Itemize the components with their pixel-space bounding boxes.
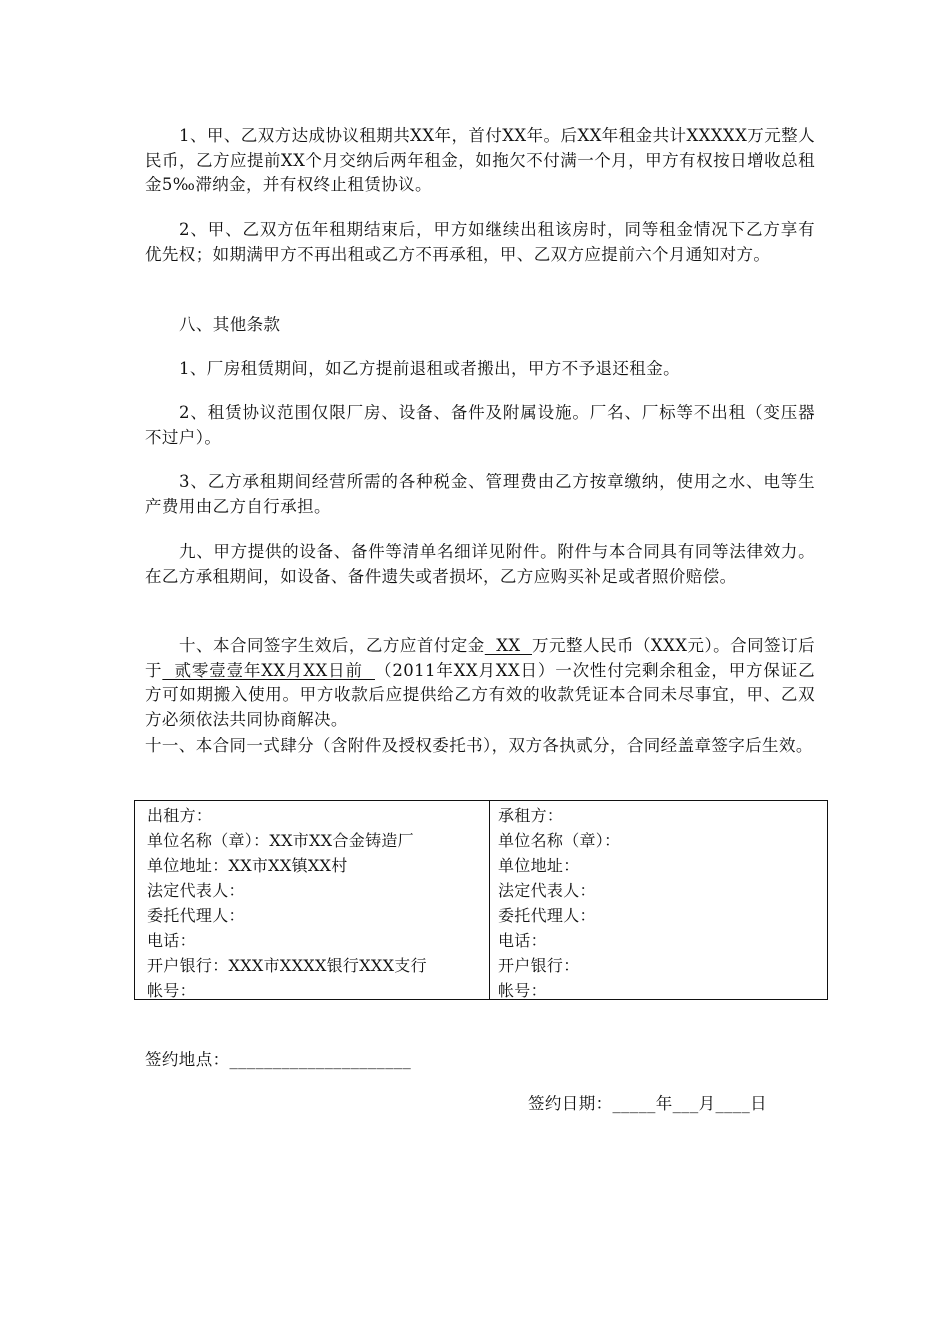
clause-8-3: 3、乙方承租期间经营所需的各种税金、管理费由乙方按章缴纳，使用之水、电等生产费用由乙方自行承担。 <box>145 472 815 516</box>
deposit-amount: XX <box>484 636 533 655</box>
lessee-bank: 开户银行： <box>498 956 580 975</box>
clause-10-text-a: 十、本合同签字生效后，乙方应首付定金 <box>179 636 485 655</box>
clause-8-1: 1、厂房租赁期间，如乙方提前退租或者搬出，甲方不予退还租金。 <box>179 359 680 378</box>
lessee-title: 承租方： <box>498 806 564 825</box>
lessor-address: 单位地址：XX市XX镇XX村 <box>147 856 348 875</box>
lessor-column <box>147 803 482 1003</box>
lessee-agent: 委托代理人： <box>498 906 596 925</box>
lessor-phone: 电话： <box>147 931 196 950</box>
signing-date: 签约日期：_____年___月____日 <box>528 1094 767 1113</box>
lessee-column <box>498 803 818 1003</box>
clause-10 <box>145 634 815 732</box>
clause-7-2: 2、甲、乙双方伍年租期结束后，甲方如继续出租该房时，同等租金情况下乙方享有优先权；如期满甲方不再出租或乙方不再承租，甲、乙双方应提前六个月通知对方。 <box>145 220 815 264</box>
clause-10-text-c: （2011年XX月XX日）一次性付完剩余租金，甲方保证乙方可如期搬入使用。甲方收款后应提供给乙方有效的收款凭证本合同未尽事宜，甲、乙双方必须依法共同协商解决。 <box>145 660 815 729</box>
lessor-title: 出租方： <box>147 806 213 825</box>
parties-table <box>134 800 828 1000</box>
section-8-heading: 八、其他条款 <box>179 315 281 334</box>
clause-8-2: 2、租赁协议范围仅限厂房、设备、备件及附属设施。厂名、厂标等不出租（变压器不过户）。 <box>145 403 815 447</box>
lessor-agent: 委托代理人： <box>147 906 245 925</box>
lessee-unit-name: 单位名称（章）： <box>498 831 621 850</box>
signing-place: 签约地点：_____________________ <box>145 1050 412 1069</box>
clause-7-1: 1、甲、乙双方达成协议租期共XX年，首付XX年。后XX年租金共计XXXXX万元整人民币，乙方应提前XX个月交纳后两年租金，如拖欠不付满一个月，甲方有权按日增收总租金5‰滞纳金，并有权终止租赁协议。 <box>145 126 815 194</box>
payment-deadline: 贰零壹壹年XX月XX日前 <box>162 660 375 680</box>
lessee-account: 帐号： <box>498 981 547 1000</box>
lessor-bank: 开户银行：XXX市XXXX银行XXX支行 <box>147 956 427 975</box>
clause-9: 九、甲方提供的设备、备件等清单名细详见附件。附件与本合同具有同等法律效力。在乙方承租期间，如设备、备件遗失或者损坏，乙方应购买补足或者照价赔偿。 <box>145 542 815 586</box>
clause-10-text-b: 万元整人民币（XXX元）。合同签订后于 <box>145 636 816 680</box>
lessee-address: 单位地址： <box>498 856 580 875</box>
lessor-legal-rep: 法定代表人： <box>147 881 245 900</box>
lessor-unit-name: 单位名称（章）：XX市XX合金铸造厂 <box>147 831 414 850</box>
table-divider <box>489 801 490 999</box>
lessee-legal-rep: 法定代表人： <box>498 881 596 900</box>
lessor-account: 帐号： <box>147 981 196 1000</box>
lessee-phone: 电话： <box>498 931 547 950</box>
clause-11: 十一、本合同一式肆分（含附件及授权委托书），双方各执贰分，合同经盖章签字后生效。 <box>145 736 813 755</box>
